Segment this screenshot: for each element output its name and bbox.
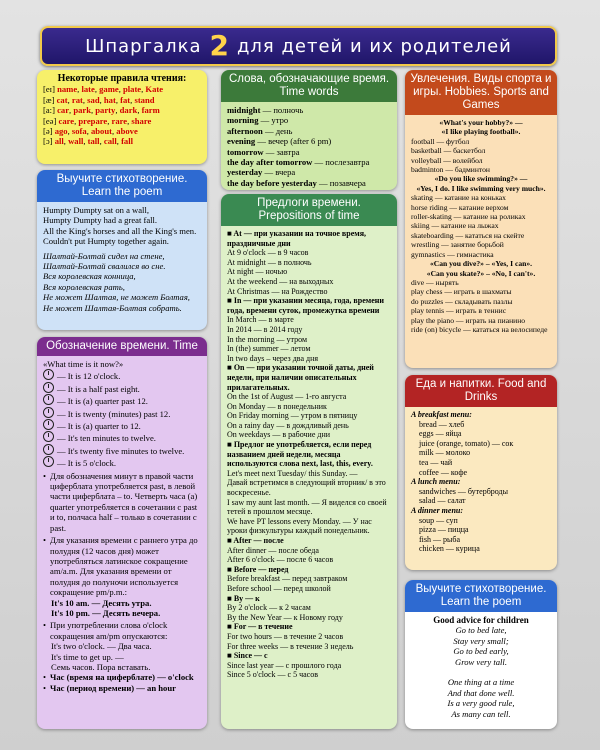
timeword-ru: — день — [262, 125, 293, 136]
reading-word: party — [95, 105, 116, 116]
prep-line-18: ■ Предлог не употребляется, если перед названием дней недели, месяца используются слова next, last, this, every. — [227, 440, 373, 469]
time-ex1-line-1: It's 10 pm. — Десять вечера. — [51, 607, 161, 618]
reading-row-5: [ɔ] all, wall, tall, call, fall — [43, 136, 133, 147]
prep-line-1: At 9 o'clock — в 9 часов — [227, 248, 309, 258]
prep-line-14: On Monday — в понедельник — [227, 401, 327, 411]
lunch-title: A lunch menu: — [411, 477, 461, 487]
hobbies-list-1 — [411, 137, 551, 175]
time-header: Обозначение времени. Time — [37, 337, 207, 356]
prep-line-4: At the weekend — на выходных — [227, 276, 334, 286]
reading-rows — [43, 84, 201, 146]
hobby-item-0: dive — нырять — [411, 277, 459, 287]
bullet: • — [43, 672, 47, 683]
reading-sound: [eə] — [43, 115, 59, 126]
reading-sound: [eɪ] — [43, 84, 58, 95]
prep-line-28: Before school — перед школой — [227, 583, 331, 593]
reading-word: Kate — [145, 84, 164, 95]
timeword-6 — [227, 167, 391, 177]
breakfast-item-2: juice (orange, tomato) — сок — [419, 438, 514, 448]
timeword-0 — [227, 105, 391, 115]
title-number: 2 — [209, 29, 229, 62]
time-note-1: Для обозначения минут в правой части циферблата употребляется past, в левой части циферблата – to. Четверть часа (a) quarter употребляется в сочетании с past и to, полчаса half – только в сочетании с past. — [50, 470, 198, 533]
hobby-item-4: play the piano — играть на пианино — [411, 315, 526, 325]
reading-word: sad — [87, 94, 100, 105]
reading-word: game — [99, 84, 119, 95]
timeword-en: morning — [227, 115, 259, 126]
timeword-7 — [227, 178, 391, 188]
hobbies-panel — [405, 70, 557, 368]
poem2-line-2: Go to bed early, — [453, 646, 509, 657]
prep-line-25: After 6 o'clock — после 6 часов — [227, 555, 334, 565]
poem2-line-1: Stay very small; — [453, 635, 509, 646]
poem2-lines — [411, 625, 551, 719]
reading-word: call — [103, 136, 117, 147]
prepositions-panel — [221, 194, 397, 729]
reading-word: care — [58, 115, 75, 126]
clock-icon — [43, 369, 54, 380]
reading-word: ago — [54, 126, 68, 137]
poem2-line-5: One thing at a time — [447, 677, 515, 688]
hobbies-a2: «Yes, I do. I like swimming very much». — [416, 183, 546, 193]
reading-row-0: [eɪ] name, late, game, plate, Kate — [43, 84, 164, 95]
poem2-header: Выучите стихотворение. Learn the poem — [405, 580, 557, 612]
timeword-5 — [227, 157, 391, 167]
reading-word: rat — [71, 94, 83, 105]
prep-line-29: ■ By — к — [227, 593, 260, 603]
hobby-item-6: gymnastics — гимнастика — [411, 249, 494, 259]
clock-icon — [43, 407, 54, 418]
time-bottom-1 — [43, 683, 201, 693]
hobbies-a1: «I like playing football». — [441, 127, 521, 137]
prep-line-30: By 2 o'clock — к 2 часам — [227, 603, 311, 613]
dinner-item-3: chicken — курица — [419, 544, 480, 554]
clock-icon — [43, 456, 54, 467]
hobby-item-4: skateboarding — кататься на скейте — [411, 230, 525, 240]
hobby-item-1: horse riding — катание верхом — [411, 202, 509, 212]
reading-word: prepare — [78, 115, 108, 126]
reading-sound: [a:] — [43, 105, 58, 116]
poem1-ru-line-1: Шалтай-Болтай свалился во сне. — [43, 261, 166, 272]
clock-text: — It is (a) quarter to 12. — [57, 421, 141, 432]
dinner-title: A dinner menu: — [411, 505, 464, 515]
dinner-list — [411, 516, 551, 554]
timeword-en: midnight — [227, 105, 261, 115]
reading-word: rare — [111, 115, 128, 126]
clock-row-3 — [43, 407, 201, 419]
time-bottom-0 — [43, 672, 201, 682]
time-bottom-text: Час (период времени) — an hour — [50, 682, 176, 693]
reading-word: late — [81, 84, 95, 95]
poem2-line-7: Is a very good rule, — [447, 698, 515, 709]
reading-word: sofa — [71, 126, 87, 137]
breakfast-item-5: coffee — кофе — [419, 467, 468, 477]
prep-line-23: ■ After — после — [227, 536, 284, 545]
reading-word: wall — [68, 136, 84, 147]
reading-word: hat — [103, 94, 116, 105]
hobby-item-5: wrestling — занятие борьбой — [411, 240, 504, 250]
reading-sound: [æ] — [43, 94, 57, 105]
reading-word: dark — [119, 105, 138, 116]
prep-line-26: ■ Before — перед — [227, 564, 289, 574]
poem1-ru-line-4: Не может Шалтая, не может Болтая, — [43, 292, 190, 303]
prep-line-20: Давай встретимся в следующий вторник/ в это воскресенье. — [227, 478, 386, 498]
clock-row-1 — [43, 382, 201, 394]
prepositions-header: Предлоги времени. Prepositions of time — [221, 194, 397, 226]
hobby-item-1: basketball — баскетбол — [411, 146, 486, 156]
lunch-item-1: salad — салат — [419, 496, 466, 506]
hobby-item-0: football — футбол — [411, 136, 470, 146]
hobby-item-2: roller-skating — катание на роликах — [411, 212, 526, 222]
clock-icon — [43, 431, 54, 442]
timeword-en: yesterday — [227, 167, 263, 178]
timeword-en: evening — [227, 136, 256, 147]
reading-word: stand — [134, 94, 155, 105]
poem1-ru-line-2: Вся королевская конница, — [43, 271, 136, 282]
clock-icon — [43, 394, 54, 405]
timeword-ru: — полночь — [260, 105, 304, 115]
time-clocks — [43, 369, 201, 468]
poem1-english — [43, 205, 201, 247]
clock-icon — [43, 444, 54, 455]
bullet: • — [43, 682, 47, 693]
hobbies-q1: «What's your hobby?» — — [439, 118, 523, 127]
time-note-2: Для указания времени с раннего утра до полудня (12 часов дня) может употребляться латинское сокращение am/a.m. Для указания времени от полудня до полуночи используется сокращение pm/p.m.: — [50, 535, 198, 598]
timeword-ru: — позавчера — [316, 177, 366, 188]
prep-line-33: For two hours — в течение 2 часов — [227, 631, 344, 641]
dinner-item-0: soup — суп — [419, 515, 458, 525]
breakfast-item-1: eggs — яйца — [419, 429, 462, 439]
clock-text: — It is (a) quarter past 12. — [57, 396, 148, 407]
prep-line-7: In March — в марте — [227, 315, 294, 325]
reading-word: cat — [56, 94, 68, 105]
poem2-panel — [405, 580, 557, 729]
prep-line-6: ■ In — при указании месяца, года, времени года, времени суток, промежутка времени — [227, 296, 384, 315]
poem1-ru-line-3: Вся королевская рать, — [43, 281, 125, 292]
poem2-line-8: As many can tell. — [451, 708, 511, 719]
clock-text: — It is twenty (minutes) past 12. — [57, 408, 171, 419]
prep-line-13: On the 1st of August — 1-го августа — [227, 392, 347, 402]
reading-title: Некоторые правила чтения: — [57, 73, 187, 84]
timeword-1 — [227, 115, 391, 125]
prep-line-10: In (the) summer — летом — [227, 344, 311, 354]
lunch-item-0: sandwiches — бутерброды — [419, 486, 508, 496]
reading-word: name — [57, 84, 78, 95]
timeword-3 — [227, 136, 391, 146]
timeword-ru: — вечер (after 6 pm) — [255, 136, 332, 147]
poem1-en-line-2: All the King's horses and all the King's men. — [43, 225, 197, 236]
reading-row-4: [ə] ago, sofa, about, above — [43, 126, 138, 137]
prep-line-11: In two days – через два дня — [227, 353, 319, 363]
timeword-en: afternoon — [227, 125, 263, 136]
breakfast-item-3: milk — молоко — [419, 448, 471, 458]
hobby-item-1: play chess — играть в шахматы — [411, 287, 512, 297]
clock-row-0 — [43, 369, 201, 381]
prep-line-8: In 2014 — в 2014 году — [227, 324, 303, 334]
time-examples-2 — [43, 641, 201, 672]
lunch-list — [411, 487, 551, 506]
clock-row-5 — [43, 431, 201, 443]
reading-row-1: [æ] cat, rat, sad, hat, fat, stand — [43, 94, 155, 105]
title-right: для детей и их родителей — [236, 35, 512, 57]
time-ex2-line-0: It's two o'clock. — Два часа. — [51, 641, 152, 652]
hobby-item-0: skating — катание на коньках — [411, 193, 506, 203]
prep-line-35: ■ Since — с — [227, 651, 268, 661]
clock-row-6 — [43, 444, 201, 456]
clock-text: — It is a half past eight. — [57, 383, 140, 394]
prep-line-21: I saw my aunt last month. — Я виделся со своей тетей в прошлом месяце. — [227, 497, 387, 517]
reading-word: tall — [87, 136, 100, 147]
timeword-ru: — утро — [258, 115, 289, 126]
prep-line-31: By the New Year — к Новому году — [227, 612, 343, 622]
timeword-en: tomorrow — [227, 146, 264, 157]
prep-line-22: We have PT lessons every Monday. — У нас уроки физкультуры каждый понедельник. — [227, 516, 372, 536]
reading-word: park — [73, 105, 91, 116]
clock-text: — It's twenty five minutes to twelve. — [57, 445, 185, 456]
prep-line-36: Since last year — с прошлого года — [227, 660, 342, 670]
poem2-line-6: And that done well. — [447, 687, 515, 698]
clock-text: — It is 5 o'clock. — [57, 458, 117, 469]
reading-word: farm — [141, 105, 160, 116]
reading-word: fall — [121, 136, 133, 147]
poem1-en-line-0: Humpty Dumpty sat on a wall, — [43, 205, 149, 215]
poem1-ru-line-0: Шалтай-Болтай сидел на стене, — [43, 250, 165, 261]
timewords-header: Слова, обозначающие время. Time words — [221, 70, 397, 102]
hobby-item-5: ride (on) bicycle — кататься на велосипеде — [411, 324, 548, 334]
reading-sound: [ə] — [43, 126, 55, 137]
timeword-en: the day before yesterday — [227, 177, 317, 188]
clock-text: — It is 12 o'clock. — [57, 371, 121, 382]
time-bottom-text: Час (время на циферблате) — o'clock — [50, 672, 194, 683]
food-header: Еда и напитки. Food and Drinks — [405, 375, 557, 407]
breakfast-title: A breakfast menu: — [411, 410, 472, 419]
clock-row-2 — [43, 394, 201, 406]
hobbies-q4: «Can you skate?» – «No, I can't». — [426, 268, 536, 278]
timeword-4 — [227, 147, 391, 157]
prep-line-16: On a rainy day — в дождливый день — [227, 420, 349, 430]
reading-word: all — [54, 136, 64, 147]
clock-text: — It's ten minutes to twelve. — [57, 433, 156, 444]
timeword-ru: — завтра — [263, 146, 300, 157]
hobbies-list-2 — [411, 193, 551, 259]
poem2-title: Good advice for children — [433, 615, 529, 625]
prepositions-list — [221, 226, 397, 683]
prep-line-32: ■ For — в течение — [227, 622, 293, 632]
dinner-item-1: pizza — пицца — [419, 525, 469, 535]
prep-line-27: Before breakfast — перед завтраком — [227, 574, 348, 584]
reading-sound: [ɔ] — [43, 136, 55, 147]
prep-line-3: At night — ночью — [227, 267, 288, 277]
time-question: «What time is it now?» — [43, 359, 124, 369]
timeword-en: the day after tomorrow — [227, 157, 313, 168]
hobbies-q3: «Can you dive?» – «Yes, I can». — [429, 259, 533, 269]
hobbies-header: Увлечения. Виды спорта и игры. Hobbies. Sports and Games — [405, 70, 557, 115]
poem2-line-3: Grow very tall. — [455, 656, 507, 667]
reading-word: plate — [122, 84, 142, 95]
hobby-item-3: badminton — бадминтон — [411, 165, 490, 175]
hobby-item-3: skiing — катание на лыжах — [411, 221, 499, 231]
reading-word: about — [90, 126, 112, 137]
reading-word: car — [57, 105, 70, 116]
clock-row-7 — [43, 456, 201, 468]
prep-line-0: ■ At — при указании на точное время, праздничные дни — [227, 229, 367, 248]
prep-line-15: On Friday morning — утром в пятницу — [227, 411, 358, 421]
time-ex1-line-0: It's 10 am. — Десять утра. — [51, 597, 152, 608]
prep-line-17: On weekdays — в рабочие дни — [227, 430, 330, 440]
prep-line-34: For three weeks — в течение 3 недель — [227, 641, 354, 651]
reading-row-3: [eə] care, prepare, rare, share — [43, 115, 152, 126]
food-panel — [405, 375, 557, 570]
clock-icon — [43, 382, 54, 393]
title-left: Шпаргалка — [85, 35, 202, 57]
prep-line-37: Since 5 o'clock — с 5 часов — [227, 670, 318, 680]
time-panel: Обозначение времени. Time «What time is it now?» — It is 12 o'clock. — It is a half past eight. — It is (a) quarter past 12. — It is twenty (minutes) past 12. — It is (a) quarter to 12. — It's ten minutes to twelve. — It's twenty five minutes to twelve. — It is 5 o'clock. • Для обозначения минут в правой части циферблата употребляется past, в левой части циферблата – to. Четверть часа (a) quarter употребляется в сочетании с past и to, полчаса half – только в сочетании с past. • Для указания времени с раннего утра до полудня (12 часов дня) может употребляться латинское сокращение am/a.m. Для указания времени от полудня до полуночи используется сокращение pm/p.m.: It's 10 am. — Десять утра. It's 10 pm. — Десять вечера. • При употреблении слова o'clock сокращения am/pm опускаются: It's two o'clock. — Два часа. It's time to get up. — Семь часов. Пора вставать. • Час (время на циферблате) — o'clock • Час (период времени) — an hour — [37, 337, 207, 729]
dinner-item-2: fish — рыба — [419, 534, 460, 544]
hobbies-q2: «Do you like swimming?» — — [434, 174, 528, 184]
timewords-panel — [221, 70, 397, 190]
breakfast-list — [411, 420, 551, 478]
prep-line-12: ■ On — при указании точной даты, дней недели, при наличии описательных прилагательных. — [227, 363, 374, 392]
prep-line-24: After dinner — после обеда — [227, 545, 319, 555]
reading-word: share — [131, 115, 152, 126]
hobby-item-2: do puzzles — складывать пазлы — [411, 296, 513, 306]
hobby-item-2: volleyball — волейбол — [411, 155, 483, 165]
clock-row-4 — [43, 419, 201, 431]
timeword-ru: — послезавтра — [312, 157, 370, 168]
poem1-en-line-3: Couldn't put Humpty together again. — [43, 236, 169, 247]
poem2-line-4 — [411, 667, 551, 677]
prep-line-19: Let's meet next Tuesday/ this Sunday. — — [227, 468, 358, 478]
time-bottom — [43, 672, 201, 693]
reading-word: fat — [120, 94, 131, 105]
poem1-ru-line-5: Не может Шалтая-Болтая собрать. — [43, 302, 182, 313]
breakfast-item-4: tea — чай — [419, 457, 453, 467]
timeword-2 — [227, 126, 391, 136]
title-banner — [40, 26, 557, 66]
time-ex2-line-2: Семь часов. Пора вставать. — [51, 661, 151, 672]
time-ex2-line-1: It's time to get up. — — [51, 651, 124, 662]
hobbies-list-3 — [411, 278, 551, 334]
poem1-en-line-1: Humpty Dumpty had a great fall. — [43, 215, 158, 226]
time-note-3: При употреблении слова o'clock сокращения am/pm опускаются: — [50, 620, 168, 641]
reading-rules-panel — [37, 70, 207, 164]
timeword-ru: — вчера — [262, 167, 296, 178]
reading-row-2: [a:] car, park, party, dark, farm — [43, 105, 160, 116]
timewords-list — [221, 102, 397, 190]
prep-line-9: In the morning — утром — [227, 334, 308, 344]
prep-line-2: At midnight — в полночь — [227, 257, 312, 267]
clock-icon — [43, 419, 54, 430]
time-examples-1 — [43, 598, 201, 619]
breakfast-item-0: bread — хлеб — [419, 419, 465, 429]
poem2-line-0: Go to bed late, — [455, 625, 507, 636]
poem1-panel — [37, 170, 207, 330]
reading-word: above — [116, 126, 138, 137]
prep-line-5: At Christmas — на Рождество — [227, 286, 328, 296]
poem1-header: Выучите стихотворение. Learn the poem — [37, 170, 207, 202]
hobby-item-3: play tennis — играть в теннис — [411, 306, 507, 316]
poem1-russian — [43, 251, 201, 313]
